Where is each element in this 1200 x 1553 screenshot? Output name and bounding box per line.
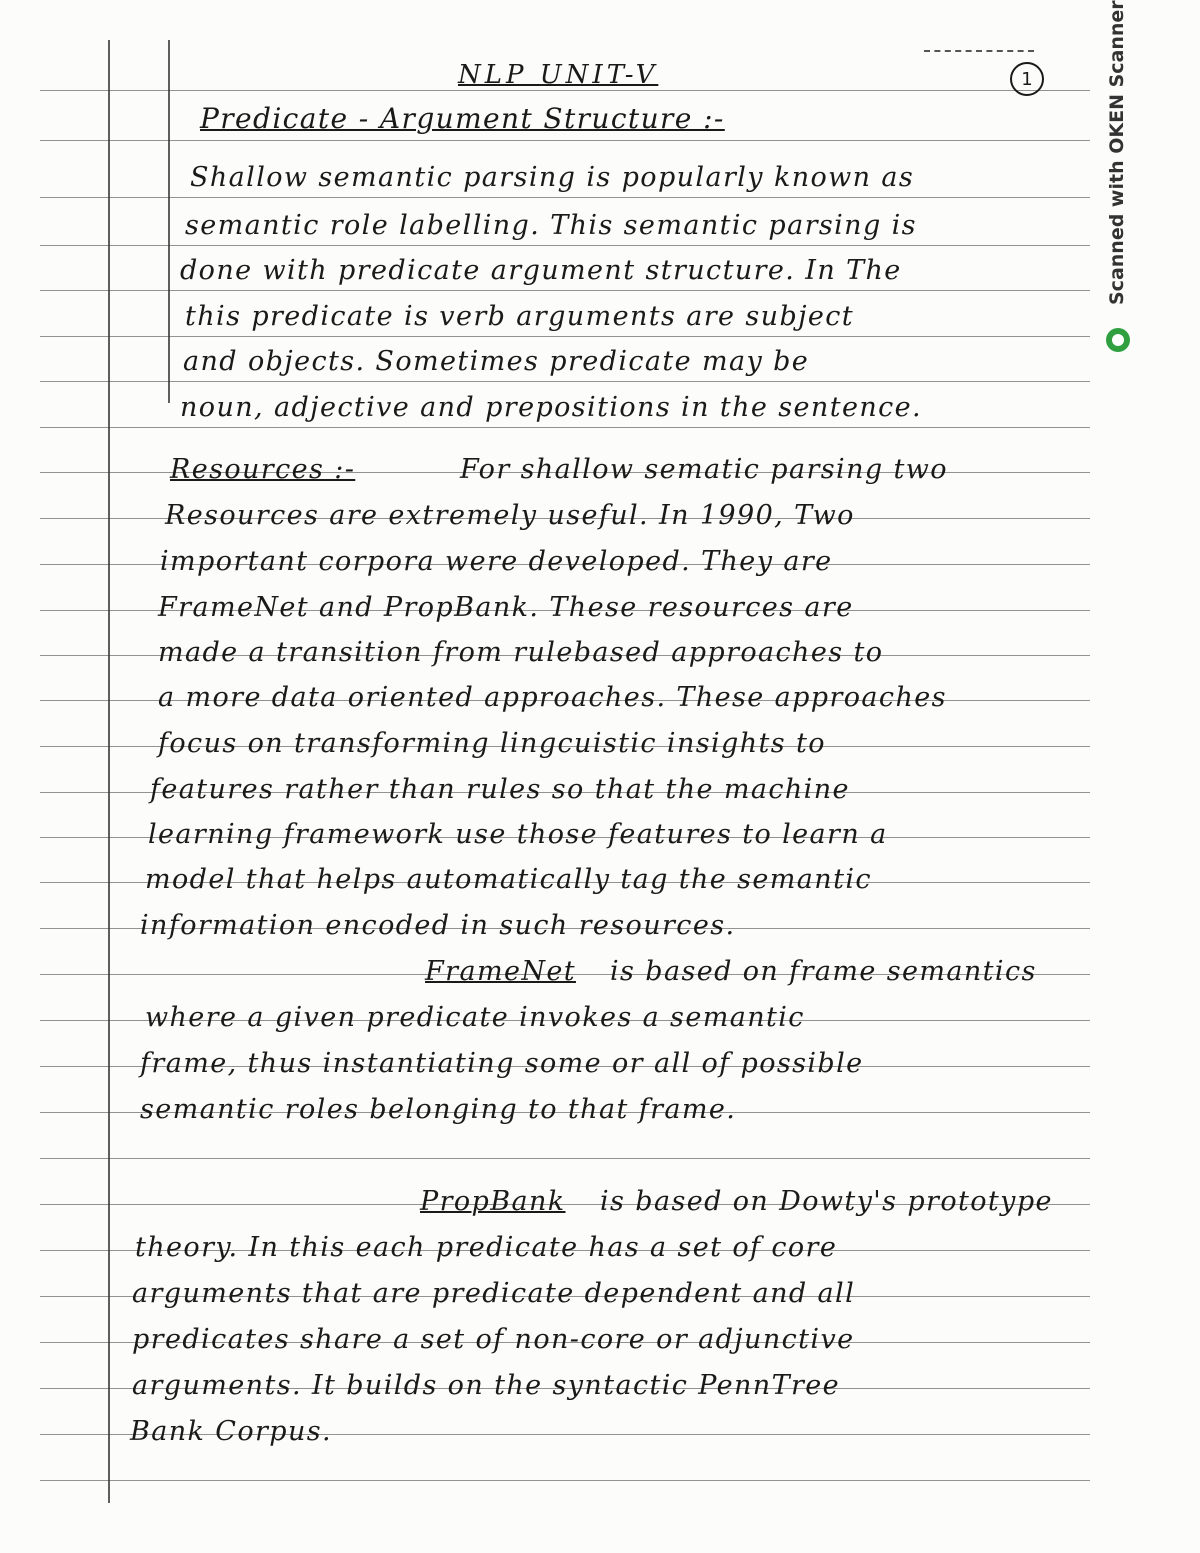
text-line: information encoded in such resources. [140, 910, 736, 941]
text-line: frame, thus instantiating some or all of possible [140, 1048, 864, 1079]
page-number: 1 [1010, 62, 1044, 96]
margin-line [168, 40, 170, 403]
text-line: made a transition from rulebased approaches to [158, 637, 884, 668]
text-line: and objects. Sometimes predicate may be [183, 346, 810, 377]
section-heading: Predicate - Argument Structure :- [200, 102, 725, 135]
page-title: NLP UNIT-V [458, 60, 659, 90]
text-line: this predicate is verb arguments are subject [185, 301, 855, 332]
text-line: For shallow sematic parsing two [460, 454, 948, 485]
text-line: semantic roles belonging to that frame. [140, 1094, 737, 1125]
top-dashed-mark [924, 50, 1034, 53]
oken-logo-icon [1106, 328, 1130, 352]
text-line: done with predicate argument structure. In The [180, 255, 902, 286]
text-line: is based on frame semantics [610, 956, 1037, 987]
text-line: arguments. It builds on the syntactic PennTree [132, 1370, 841, 1401]
ruled-line [40, 381, 1090, 382]
text-line: predicates share a set of non-core or adjunctive [132, 1324, 855, 1355]
text-line: a more data oriented approaches. These approaches [158, 682, 947, 713]
text-line: arguments that are predicate dependent and all [132, 1278, 856, 1309]
text-line: Resources are extremely useful. In 1990, Two [165, 500, 855, 531]
text-line: semantic role labelling. This semantic parsing is [185, 210, 917, 241]
ruled-line [40, 1480, 1090, 1481]
text-line: noun, adjective and prepositions in the sentence. [180, 392, 922, 423]
ruled-line [40, 245, 1090, 246]
text-line: where a given predicate invokes a semantic [145, 1002, 805, 1033]
text-line: Shallow semantic parsing is popularly known as [190, 162, 915, 193]
ruled-line [40, 290, 1090, 291]
text-line: model that helps automatically tag the semantic [145, 864, 872, 895]
ruled-line [40, 427, 1090, 428]
ruled-line [40, 90, 1090, 91]
resources-label: Resources :- [170, 454, 356, 485]
scanner-watermark: Scanned with OKEN Scanner [1106, 0, 1128, 305]
text-line: is based on Dowty's prototype [600, 1186, 1053, 1217]
ruled-line [40, 140, 1090, 141]
text-line: FrameNet and PropBank. These resources are [158, 592, 854, 623]
text-line: important corpora were developed. They are [160, 546, 833, 577]
text-line: learning framework use those features to learn a [148, 819, 888, 850]
text-line: focus on transforming lingcuistic insights to [158, 728, 826, 759]
text-line: features rather than rules so that the machine [150, 774, 850, 805]
ruled-line [40, 197, 1090, 198]
ruled-line [40, 336, 1090, 337]
framenet-label: FrameNet [425, 956, 576, 987]
margin-line [108, 40, 110, 1503]
propbank-label: PropBank [420, 1186, 566, 1217]
text-line: theory. In this each predicate has a set of core [135, 1232, 838, 1263]
ruled-line [40, 1158, 1090, 1159]
text-line: Bank Corpus. [130, 1416, 333, 1447]
